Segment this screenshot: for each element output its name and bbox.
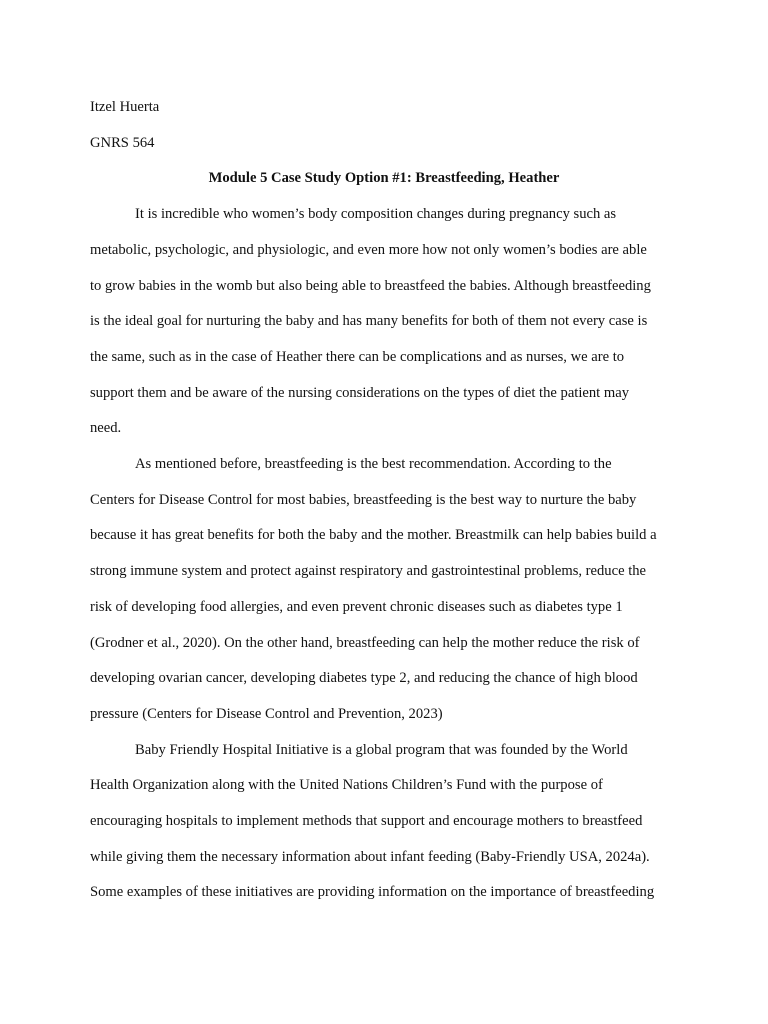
- paragraph-line: It is incredible who women’s body composition changes during pregnancy such as: [135, 206, 617, 223]
- paragraph-line: to grow babies in the womb but also being able to breastfeed the babies. Although breastfeeding: [90, 277, 651, 294]
- author-name: Itzel Huerta: [90, 99, 160, 115]
- paragraph-line: strong immune system and protect against respiratory and gastrointestinal problems, reduce the: [90, 563, 647, 580]
- course-code: GNRS 564: [90, 134, 155, 151]
- paragraph-line: while giving them the necessary information about infant feeding (Baby-Friendly USA, 2024a).: [90, 848, 650, 865]
- document-title: Module 5 Case Study Option #1: Breastfeeding, Heather: [208, 170, 560, 187]
- paragraph-line: (Grodner et al., 2020). On the other hand, breastfeeding can help the mother reduce the risk of: [90, 634, 640, 651]
- paragraph-line: the same, such as in the case of Heather there can be complications and as nurses, we are to: [90, 348, 625, 365]
- paragraph-line: Some examples of these initiatives are providing information on the importance of breastfeeding: [90, 884, 655, 901]
- paragraph-line: risk of developing food allergies, and even prevent chronic diseases such as diabetes type 1: [90, 598, 623, 615]
- paragraph-line: developing ovarian cancer, developing diabetes type 2, and reducing the chance of high blood: [90, 670, 638, 687]
- paragraph-line: Centers for Disease Control for most babies, breastfeeding is the best way to nurture the baby: [90, 491, 637, 508]
- paragraph-line: pressure (Centers for Disease Control and Prevention, 2023): [90, 705, 443, 722]
- paragraph-line: As mentioned before, breastfeeding is the best recommendation. According to the: [135, 456, 612, 473]
- paragraph-line: metabolic, psychologic, and physiologic, and even more how not only women’s bodies are able: [90, 241, 647, 258]
- paragraph-line: is the ideal goal for nurturing the baby and has many benefits for both of them not every case is: [90, 313, 648, 330]
- document-body: [90, 90, 678, 911]
- paragraph-2: [90, 447, 678, 733]
- paragraph-line: need.: [90, 420, 122, 437]
- paragraph-line: Baby Friendly Hospital Initiative is a global program that was founded by the World: [135, 741, 628, 758]
- paragraph-line: support them and be aware of the nursing considerations on the types of diet the patient may: [90, 384, 630, 401]
- paragraph-line: because it has great benefits for both the baby and the mother. Breastmilk can help babies build a: [90, 527, 657, 544]
- paragraph-1: [90, 197, 678, 447]
- paragraph-3: [90, 733, 678, 912]
- paragraph-line: encouraging hospitals to implement methods that support and encourage mothers to breastfeed: [90, 813, 643, 830]
- paragraph-line: Health Organization along with the United Nations Children’s Fund with the purpose of: [90, 777, 603, 794]
